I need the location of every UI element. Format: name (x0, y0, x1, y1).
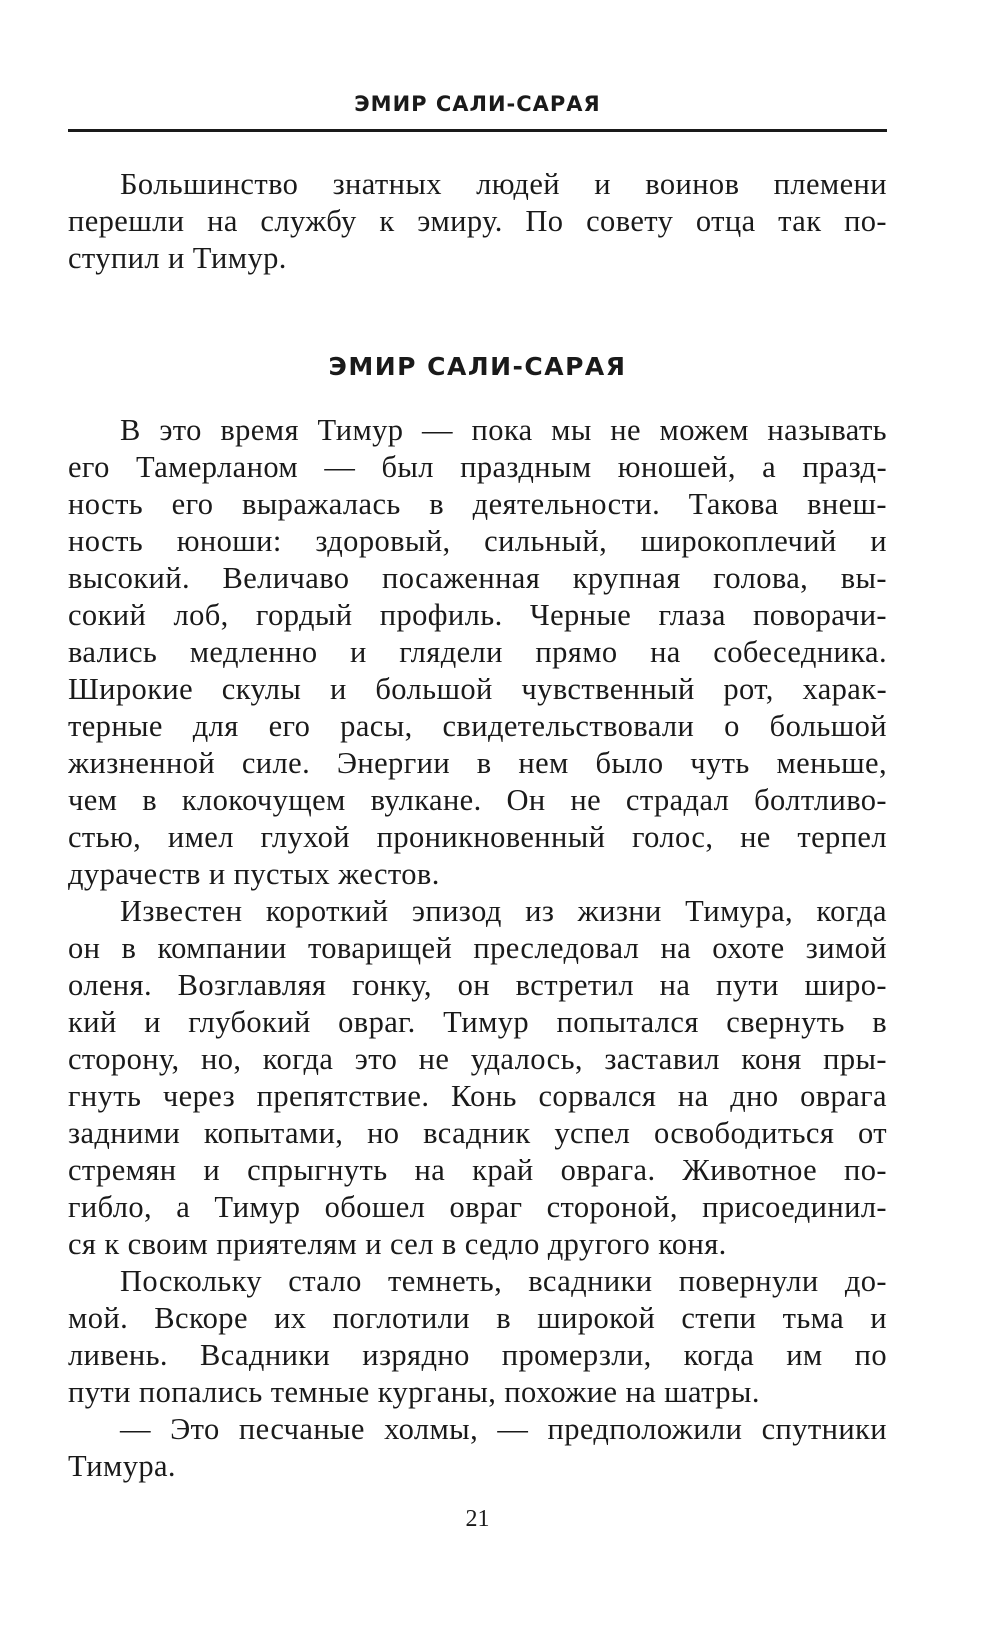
running-head: ЭМИР САЛИ-САРАЯ (354, 92, 601, 116)
text-line: высокий. Величаво посаженная крупная голова, вы- (68, 561, 887, 595)
body-text (68, 412, 887, 1485)
text-line: ность юноши: здоровый, сильный, широкоплечий и (68, 524, 887, 558)
text-line: Большинство знатных людей и воинов племени (120, 167, 887, 201)
text-line: жизненной силе. Энергии в нем было чуть меньше, (68, 746, 887, 780)
text-line: перешли на службу к эмиру. По совету отца так по- (68, 204, 887, 238)
text-line: оленя. Возглавляя гонку, он встретил на пути широ- (68, 968, 887, 1002)
intro-paragraph (68, 166, 887, 277)
text-line: мой. Вскоре их поглотили в широкой степи тьма и (68, 1301, 887, 1335)
text-line: гибло, а Тимур обошел овраг стороной, присоединил- (68, 1190, 887, 1224)
text-line: — Это песчаные холмы, — предположили спутники (120, 1412, 887, 1446)
text-line: стремян и спрыгнуть на край оврага. Животное по- (68, 1153, 887, 1187)
text-line: вались медленно и глядели прямо на собеседника. (68, 635, 887, 669)
text-line: ливень. Всадники изрядно промерзли, когда им по (68, 1338, 887, 1372)
text-line: сокий лоб, гордый профиль. Черные глаза поворачи- (68, 598, 887, 632)
text-line: чем в клокочущем вулкане. Он не страдал болтливо- (68, 783, 887, 817)
text-line: дурачеств и пустых жестов. (68, 857, 440, 891)
text-line: Известен короткий эпизод из жизни Тимура, когда (120, 894, 887, 928)
section-title: ЭМИР САЛИ-САРАЯ (328, 352, 627, 381)
text-line: терные для его расы, свидетельствовали о большой (68, 709, 887, 743)
text-line: сторону, но, когда это не удалось, заставил коня пры- (68, 1042, 887, 1076)
text-line: Тимура. (68, 1449, 176, 1483)
header-rule (68, 129, 887, 132)
text-line: его Тамерланом — был праздным юношей, а празд- (68, 450, 887, 484)
text-line: В это время Тимур — пока мы не можем называть (120, 413, 887, 447)
text-line: ность его выражалась в деятельности. Такова внеш- (68, 487, 887, 521)
text-line: ступил и Тимур. (68, 241, 287, 275)
text-line: он в компании товарищей преследовал на охоте зимой (68, 931, 887, 965)
text-line: ся к своим приятелям и сел в седло другого коня. (68, 1227, 727, 1261)
text-line: Широкие скулы и большой чувственный рот, харак- (68, 672, 887, 706)
page-number: 21 (465, 1506, 490, 1532)
text-line: пути попались темные курганы, похожие на шатры. (68, 1375, 760, 1409)
text-line: стью, имел глухой проникновенный голос, не терпел (68, 820, 887, 854)
text-line: гнуть через препятствие. Конь сорвался на дно оврага (68, 1079, 887, 1113)
text-line: задними копытами, но всадник успел освободиться от (68, 1116, 887, 1150)
text-line: Поскольку стало темнеть, всадники повернули до- (120, 1264, 887, 1298)
text-line: кий и глубокий овраг. Тимур попытался свернуть в (68, 1005, 887, 1039)
